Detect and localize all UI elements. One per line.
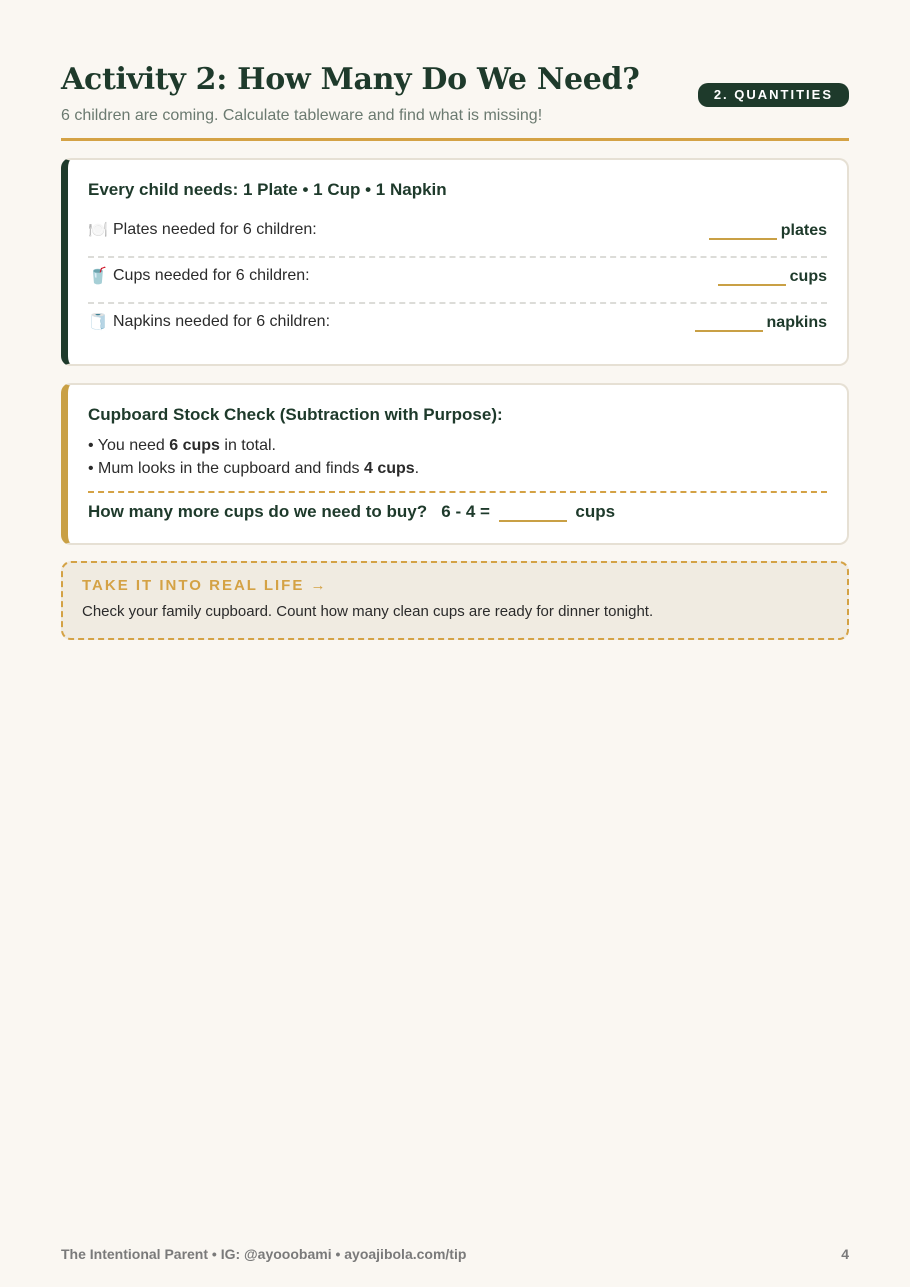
bullet-need-bold: 6 cups <box>169 437 220 454</box>
plates-label: Plates needed for 6 children: <box>113 221 317 238</box>
cups-row <box>88 256 827 304</box>
page-title: Activity 2: How Many Do We Need? <box>61 62 640 97</box>
napkin-icon: 🧻 <box>88 314 108 331</box>
footer-credits: The Intentional Parent • IG: @ayooobami • ayoajibola.com/tip <box>61 1246 467 1262</box>
bullet-need-suffix: in total. <box>219 437 276 454</box>
plate-icon: 🍽️ <box>88 222 108 239</box>
stock-question <box>88 502 615 522</box>
stock-question-text: How many more cups do we need to buy? <box>88 502 428 521</box>
needs-card <box>61 158 849 366</box>
worksheet-page <box>61 0 849 620</box>
stock-card <box>61 383 849 545</box>
plates-blank[interactable] <box>709 221 777 240</box>
bullet-need-prefix: • You need <box>88 437 170 454</box>
bullet-found-bold: 4 cups <box>363 460 415 477</box>
napkins-answer <box>695 313 827 332</box>
stock-bullet-need <box>88 437 276 455</box>
stock-unit: cups <box>575 502 616 521</box>
stock-answer-blank[interactable] <box>499 503 567 522</box>
cups-blank[interactable] <box>718 267 786 286</box>
plates-unit: plates <box>780 222 827 239</box>
napkins-row <box>88 302 827 348</box>
stock-bullet-found <box>88 460 419 478</box>
cups-unit: cups <box>789 268 827 285</box>
page-number: 4 <box>841 1246 849 1262</box>
napkins-unit: napkins <box>766 314 827 331</box>
napkins-label: Napkins needed for 6 children: <box>113 313 331 330</box>
real-life-text: Check your family cupboard. Count how many clean cups are ready for dinner tonight. <box>82 603 654 620</box>
bullet-found-prefix: • Mum looks in the cupboard and finds <box>88 460 364 477</box>
stock-equation: 6 - 4 = <box>441 502 490 521</box>
needs-card-title: Every child needs: 1 Plate • 1 Cup • 1 Napkin <box>88 180 447 199</box>
cup-icon: 🥤 <box>88 268 108 285</box>
plates-answer <box>709 221 827 240</box>
stock-card-title: Cupboard Stock Check (Subtraction with Purpose): <box>88 405 503 424</box>
real-life-title: TAKE IT INTO REAL LIFE → <box>82 577 328 594</box>
real-life-box <box>61 561 849 640</box>
page-header <box>61 0 849 141</box>
plates-row <box>88 210 827 258</box>
page-subtitle: 6 children are coming. Calculate tableware and find what is missing! <box>61 107 543 124</box>
bullet-found-suffix: . <box>414 460 420 477</box>
napkins-blank[interactable] <box>695 313 763 332</box>
cups-label: Cups needed for 6 children: <box>113 267 310 284</box>
section-badge: 2. QUANTITIES <box>698 83 849 107</box>
stock-divider <box>88 491 827 493</box>
cups-answer <box>718 267 827 286</box>
